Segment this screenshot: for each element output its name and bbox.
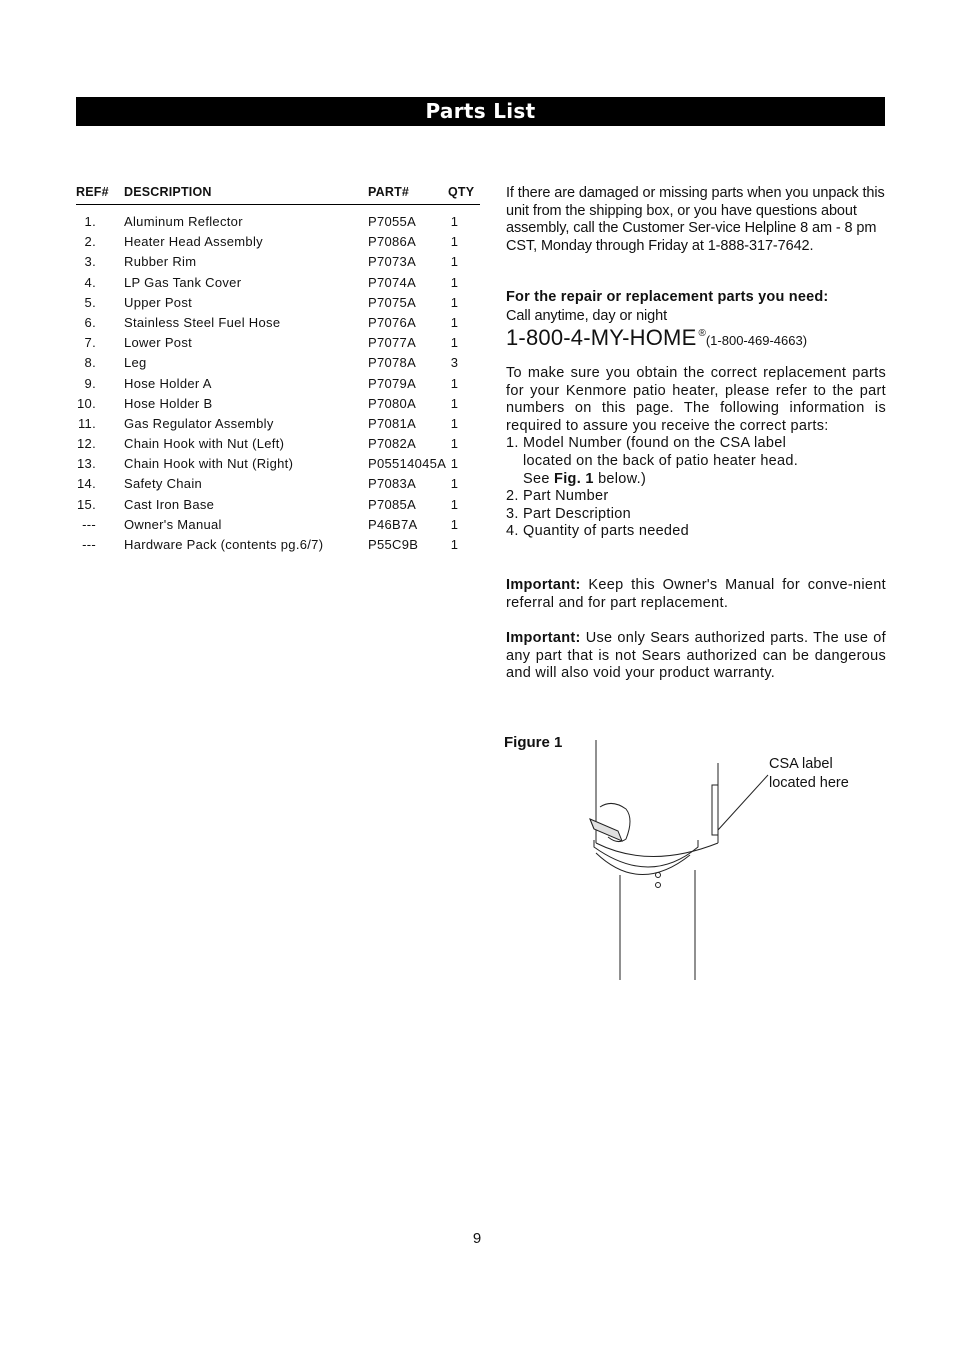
row-description: Aluminum Reflector: [124, 214, 243, 229]
row-qty: 1: [450, 496, 459, 512]
figure-reference: Fig. 1: [554, 470, 594, 487]
table-row: [76, 335, 480, 355]
table-row: [76, 436, 480, 456]
row-part: P7055A: [368, 214, 417, 229]
repair-heading: For the repair or replacement parts you need:: [506, 289, 829, 305]
row-part: P7075A: [368, 294, 417, 310]
table-row: [76, 315, 480, 335]
row-description: Leg: [124, 355, 147, 371]
row-qty: 1: [450, 214, 459, 229]
list-item: 4. Quantity of parts needed: [506, 523, 690, 540]
page-number: 9: [472, 1230, 482, 1247]
row-ref: 11.: [77, 415, 96, 431]
header-qty: QTY: [448, 185, 475, 199]
row-qty: 1: [450, 436, 459, 452]
phone-digits: (1-800-469-4663): [705, 333, 808, 348]
heater-diagram: [580, 735, 780, 985]
row-qty: 1: [450, 476, 459, 492]
csa-label-plate: [712, 785, 718, 835]
row-description: Upper Post: [124, 294, 193, 310]
row-ref: 9.: [84, 375, 96, 391]
table-row: [76, 275, 480, 295]
row-part: P7080A: [368, 395, 417, 411]
registered-mark: ®: [698, 328, 706, 339]
list-item: [506, 471, 886, 489]
row-qty: 1: [450, 274, 459, 290]
row-qty: 1: [450, 234, 459, 250]
row-ref: 4.: [84, 274, 96, 290]
row-part: P7086A: [368, 234, 417, 250]
table-body: [76, 214, 480, 557]
row-part: P05514045A: [368, 456, 447, 472]
row-part: P7077A: [368, 335, 417, 351]
row-qty: 1: [450, 456, 459, 472]
row-ref: 1.: [84, 214, 96, 229]
important-label: Important:: [506, 577, 581, 593]
row-description: Safety Chain: [124, 476, 203, 492]
row-description: Stainless Steel Fuel Hose: [124, 314, 281, 330]
row-ref: 7.: [84, 335, 96, 351]
row-ref: 13.: [77, 456, 96, 472]
list-item: 2. Part Number: [506, 488, 609, 505]
replacement-section: [506, 365, 886, 541]
row-part: P7079A: [368, 375, 417, 391]
table-row: [76, 517, 480, 537]
row-ref: 8.: [84, 355, 96, 371]
important-text: Keep this Owner's Manual for conve-nient referral and for part replacement.: [506, 577, 886, 611]
table-row: [76, 295, 480, 315]
row-description: Gas Regulator Assembly: [124, 415, 274, 431]
list-item: 3. Part Description: [506, 505, 631, 522]
heater-bottom-curve: [596, 843, 718, 857]
important-note-2: [506, 630, 886, 683]
repair-subtext: Call anytime, day or night: [506, 308, 668, 324]
row-ref: 5.: [84, 294, 96, 310]
row-ref: 12.: [77, 436, 96, 452]
row-part: P7081A: [368, 415, 417, 431]
table-row: [76, 214, 480, 234]
row-description: Hardware Pack (contents pg.6/7): [124, 537, 324, 552]
table-row: [76, 537, 480, 557]
row-ref: 3.: [84, 254, 96, 270]
row-ref: 14.: [77, 476, 96, 492]
row-qty: 1: [450, 294, 459, 310]
row-qty: 1: [450, 516, 459, 532]
table-row: [76, 355, 480, 375]
row-description: Cast Iron Base: [124, 496, 215, 512]
row-part: P7083A: [368, 476, 417, 492]
row-description: Chain Hook with Nut (Right): [124, 456, 294, 472]
row-qty: 1: [450, 254, 459, 270]
row-description: LP Gas Tank Cover: [124, 274, 242, 290]
row-ref: 6.: [84, 314, 96, 330]
table-row: [76, 476, 480, 496]
figure-label-line: located here: [769, 775, 849, 791]
leader-line: [718, 775, 768, 830]
row-ref: 15.: [77, 496, 96, 512]
row-part: P7082A: [368, 436, 417, 452]
list-item-text: below.): [598, 470, 647, 487]
row-ref: ---: [82, 516, 96, 532]
row-description: Owner's Manual: [124, 516, 222, 532]
table-row: [76, 396, 480, 416]
header-description: DESCRIPTION: [124, 185, 212, 199]
row-qty: 3: [450, 355, 459, 371]
intro-paragraph: If there are damaged or missing parts when you unpack this unit from the shipping box, or you have questions about assembly, call the Customer Ser-vice Helpline 8 am - 8 pm CST, Monday through Friday at 1-888-317-7642.: [506, 185, 885, 254]
row-description: Lower Post: [124, 335, 193, 351]
row-description: Hose Holder B: [124, 395, 213, 411]
phone-number: [506, 325, 807, 351]
row-qty: 1: [450, 415, 459, 431]
row-part: P55C9B: [368, 537, 419, 552]
row-ref: 10.: [77, 395, 96, 411]
figure-label: [769, 755, 849, 793]
row-description: Chain Hook with Nut (Left): [124, 436, 285, 452]
row-part: P7076A: [368, 314, 417, 330]
row-qty: 1: [450, 375, 459, 391]
table-row: [76, 456, 480, 476]
row-qty: 1: [450, 395, 459, 411]
important-label: Important:: [506, 630, 581, 646]
row-part: P7078A: [368, 355, 417, 371]
row-description: Rubber Rim: [124, 254, 197, 270]
table-row: [76, 376, 480, 396]
important-text: Use only Sears authorized parts. The use of any part that is not Sears authorized can be dangerous and will also void your product warranty.: [506, 630, 886, 682]
phone-big: 1-800-4-MY-HOME: [506, 325, 697, 350]
row-ref: ---: [82, 537, 96, 552]
row-part: P46B7A: [368, 516, 418, 532]
row-qty: 1: [450, 335, 459, 351]
row-qty: 1: [450, 314, 459, 330]
parts-table: [76, 185, 480, 552]
row-part: P7085A: [368, 496, 417, 512]
important-note-1: [506, 577, 886, 612]
table-row: [76, 234, 480, 254]
screw-icon: [656, 873, 661, 878]
table-row: [76, 497, 480, 517]
row-part: P7073A: [368, 254, 417, 270]
header-part: PART#: [368, 185, 410, 199]
table-header: [76, 185, 480, 205]
list-item-text: See: [523, 470, 550, 487]
figure-label-line: CSA label: [769, 756, 833, 772]
row-ref: 2.: [84, 234, 96, 250]
page-title-banner: Parts List: [76, 97, 885, 126]
row-part: P7074A: [368, 274, 417, 290]
header-ref: REF#: [76, 185, 109, 199]
list-item: located on the back of patio heater head.: [523, 452, 799, 469]
list-item: 1. Model Number (found on the CSA label: [506, 435, 787, 452]
table-row: [76, 416, 480, 436]
replacement-text: To make sure you obtain the correct replacement parts for your Kenmore patio heater, please refer to the part numbers on this page. The following information is required to assure you receive the correct parts:: [506, 365, 886, 434]
screw-icon: [656, 883, 661, 888]
table-row: [76, 254, 480, 274]
figure-caption: Figure 1: [504, 734, 563, 751]
row-qty: 1: [450, 537, 459, 552]
row-description: Hose Holder A: [124, 375, 212, 391]
row-description: Heater Head Assembly: [124, 234, 263, 250]
